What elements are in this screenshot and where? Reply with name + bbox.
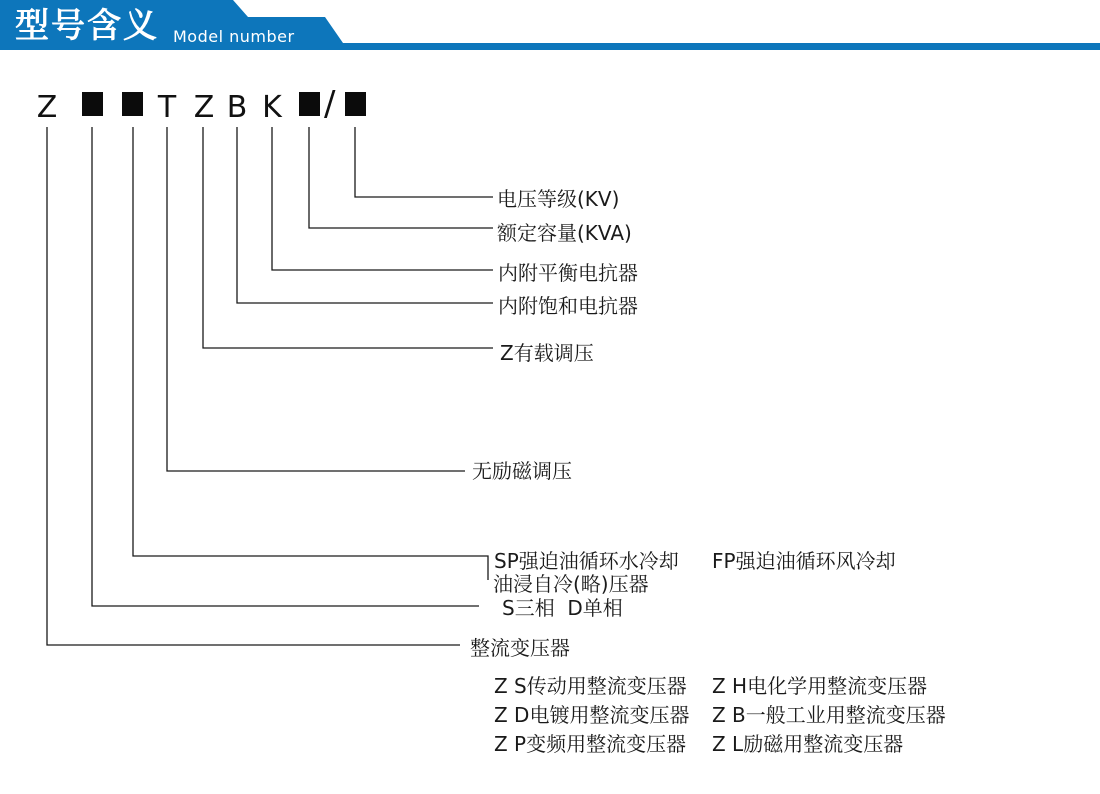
label-balance-reactor: 内附平衡电抗器: [498, 261, 638, 285]
code-char-1: Z: [36, 90, 58, 125]
type-row-2-col-2: Z B一般工业用整流变压器: [712, 703, 946, 727]
type-row-3-col-2: Z L励磁用整流变压器: [712, 732, 904, 756]
connector-cooling: [133, 127, 488, 580]
label-rated-capacity: 额定容量(KVA): [497, 221, 632, 245]
code-char-5: Z: [193, 90, 215, 125]
label-phase: S三相 D单相: [502, 596, 623, 620]
connector-rated-capacity: [309, 127, 493, 228]
type-row-1-col-1: Z S传动用整流变压器: [494, 674, 687, 698]
code-separator-slash: /: [324, 84, 336, 124]
code-placeholder-block-icon: [82, 92, 103, 116]
type-row-1-col-2: Z H电化学用整流变压器: [712, 674, 928, 698]
connector-rectifier-transformer: [47, 127, 460, 645]
code-placeholder-block-icon: [299, 92, 320, 116]
connector-balance-reactor: [272, 127, 493, 270]
code-placeholder-block-icon: [122, 92, 143, 116]
code-char-7: K: [262, 90, 282, 125]
header-banner: [0, 0, 1100, 52]
header-banner-shape: [0, 0, 1100, 50]
label-voltage-level: 电压等级(KV): [497, 187, 620, 211]
connector-voltage-level: [355, 127, 493, 197]
label-rectifier-transformer: 整流变压器: [470, 636, 570, 660]
code-char-4: T: [157, 90, 177, 125]
label-saturation-reactor: 内附饱和电抗器: [498, 294, 638, 318]
page-title: 型号含义: [15, 6, 159, 46]
connector-saturation-reactor: [237, 127, 493, 303]
label-oil-self-cooling: 油浸自冷(略)压器: [493, 572, 649, 596]
code-placeholder-block-icon: [345, 92, 366, 116]
type-row-3-col-1: Z P变频用整流变压器: [494, 732, 687, 756]
label-cooling-fp: FP强迫油循环风冷却: [712, 549, 896, 573]
label-cooling-sp: SP强迫油循环水冷却: [494, 549, 679, 573]
type-row-2-col-1: Z D电镀用整流变压器: [494, 703, 690, 727]
page-subtitle: Model number: [173, 27, 295, 46]
connector-no-excitation: [167, 127, 465, 471]
connector-on-load-regulation: [203, 127, 493, 348]
label-no-excitation: 无励磁调压: [472, 459, 572, 483]
code-char-6: B: [226, 90, 248, 125]
connector-phase: [92, 127, 479, 606]
label-on-load-regulation: Z有载调压: [500, 341, 594, 365]
